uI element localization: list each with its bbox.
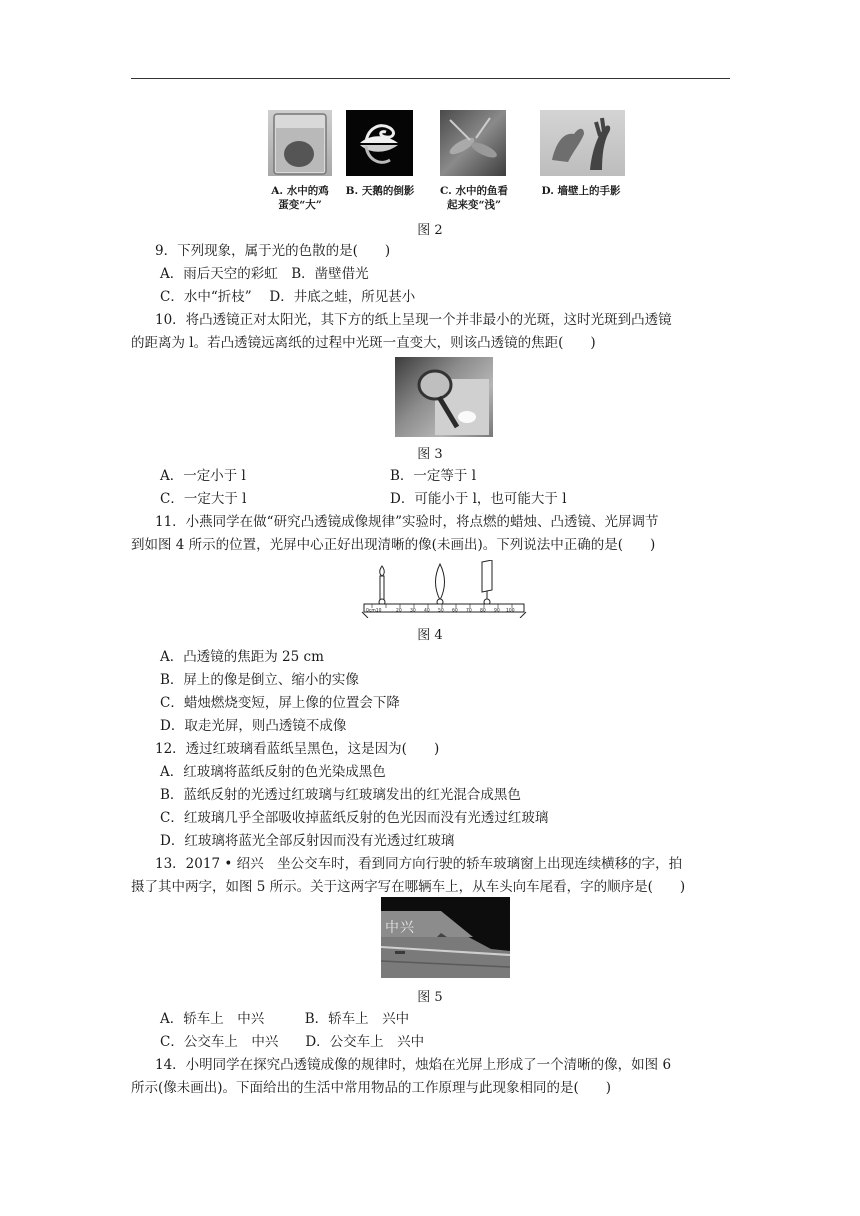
q13-options-ab: A．轿车上 中兴 B．轿车上 兴中 [160,1011,410,1027]
q10-stem-line1: 10．将凸透镜正对太阳光，其下方的纸上呈现一个并非最小的光斑，这时光斑到凸透镜 [155,312,672,328]
fig3-photo-lens [395,357,493,437]
fig3-caption: 图 3 [417,447,443,462]
fig4-tick-label: 80 [480,608,486,614]
fig5-window-text: 中兴 [385,920,415,936]
q11-option-d: D．取走光屏，则凸透镜不成像 [160,718,347,734]
fig4-tick-label: 60 [452,608,458,614]
q9-stem: 9．下列现象，属于光的色散的是( ) [155,243,391,259]
q12-option-b: B．蓝纸反射的光透过红玻璃与红玻璃发出的红光混合成黑色 [160,787,521,803]
fig4-tick-label: 20 [396,608,402,614]
fig5-caption: 图 5 [417,990,443,1005]
q11-option-c: C．蜡烛燃烧变短，屏上像的位置会下降 [160,695,400,711]
fig5-photo-car [381,897,510,978]
fig2-photo-a-egg [268,110,332,176]
q13-options-cd: C．公交车上 中兴 D．公交车上 兴中 [160,1034,425,1050]
fig2-label-b: B. 天鹅的倒影 [345,185,415,197]
fig4-tick-label: 0cm10 [366,608,382,614]
fig4-tick-label: 70 [466,608,472,614]
fig4-caption: 图 4 [417,628,443,643]
q11-option-b: B．屏上的像是倒立、缩小的实像 [160,672,359,688]
header-rule [131,78,730,79]
fig2-label-c: C. 水中的鱼看 起来变“浅” [440,185,508,211]
q12-stem: 12．透过红玻璃看蓝纸呈黑色，这是因为( ) [155,741,440,757]
q10-option-b: B．一定等于 l [390,468,477,484]
q12-option-c: C．红玻璃几乎全部吸收掉蓝纸反射的色光因而没有光透过红玻璃 [160,810,549,826]
q11-option-a: A．凸透镜的焦距为 25 cm [160,649,324,665]
q10-stem-line2: 的距离为 l。若凸透镜远离纸的过程中光斑一直变大，则该凸透镜的焦距( ) [131,335,596,351]
fig4-optical-bench [360,560,530,618]
q11-stem-line1: 11．小燕同学在做“研究凸透镜成像规律”实验时，将点燃的蜡烛、凸透镜、光屏调节 [155,514,659,530]
q12-option-a: A．红玻璃将蓝纸反射的色光染成黑色 [160,764,386,780]
q10-option-d: D．可能小于 l，也可能大于 l [390,491,567,507]
q14-stem-line2: 所示(像未画出)。下面给出的生活中常用物品的工作原理与此现象相同的是( ) [131,1080,612,1096]
q13-stem-line2: 摄了其中两字，如图 5 所示。关于这两字写在哪辆车上，从车头向车尾看，字的顺序是( ) [131,879,686,895]
q9-options-ab: A．雨后天空的彩虹 B．凿壁借光 [160,266,369,282]
fig2-caption: 图 2 [417,223,443,238]
fig2-label-a: A. 水中的鸡 蛋变“大” [271,185,329,211]
fig2-label-d: D. 墙壁上的手影 [541,185,621,197]
fig2-photo-c-fish [440,110,506,176]
q12-option-d: D．红玻璃将蓝光全部反射因而没有光透过红玻璃 [160,833,455,849]
q14-stem-line1: 14．小明同学在探究凸透镜成像的规律时，烛焰在光屏上形成了一个清晰的像，如图 6 [155,1057,672,1073]
q11-stem-line2: 到如图 4 所示的位置，光屏中心正好出现清晰的像(未画出)。下列说法中正确的是( ) [131,537,656,553]
q10-option-c: C．一定大于 l [160,491,247,507]
q9-options-cd: C．水中“折枝” D．井底之蛙，所见甚小 [160,289,416,305]
fig4-tick-label: 90 [494,608,500,614]
q10-option-a: A．一定小于 l [160,468,246,484]
fig4-tick-label: 100 [506,608,515,614]
fig2-photo-b-swan [346,110,413,176]
fig2-photo-d-hand-shadow [540,110,625,176]
fig4-tick-label: 40 [424,608,430,614]
q13-stem-line1: 13．2017 • 绍兴 坐公交车时，看到同方向行驶的轿车玻璃窗上出现连续横移的字，拍 [155,856,683,872]
fig4-tick-label: 50 [438,608,444,614]
fig4-tick-label: 30 [410,608,416,614]
